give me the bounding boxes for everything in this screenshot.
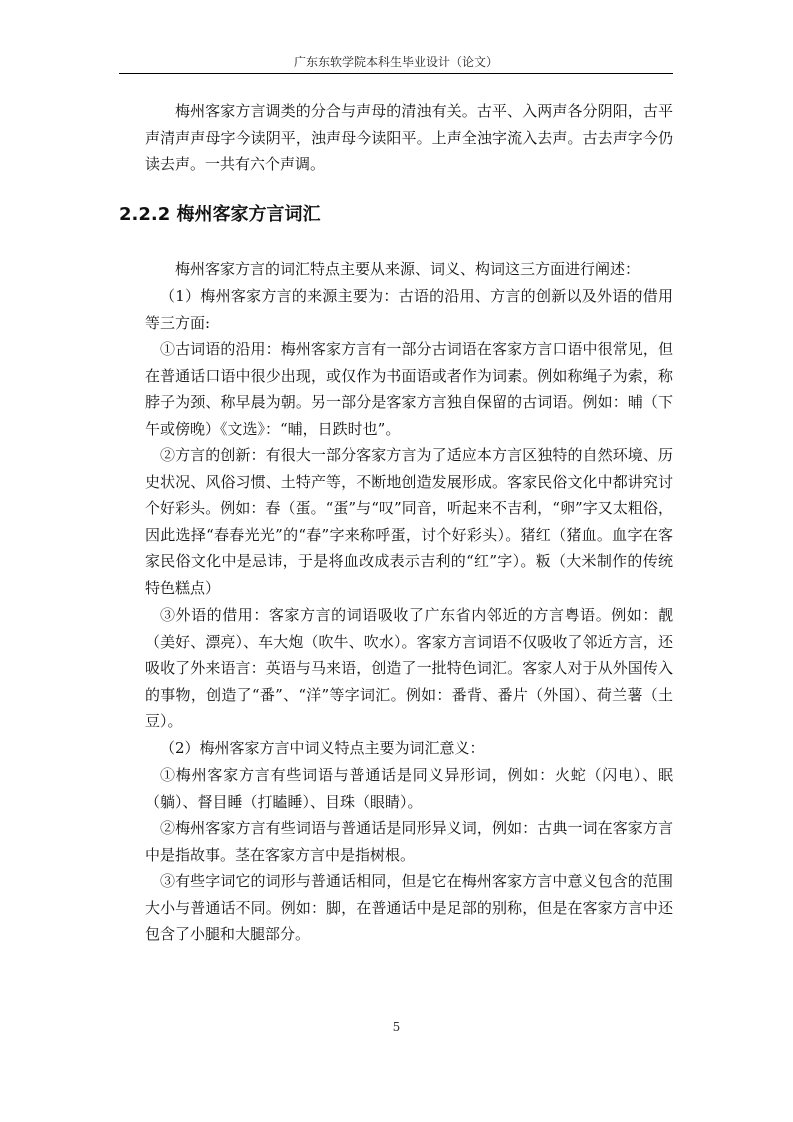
paragraph-ancient-words: ①古词语的沿用：梅州客家方言有一部分古词语在客家方言口语中很常见，但在普通话口语中很少出现，或仅作为书面语或者作为词素。例如称绳子为索，称脖子为颈、称早晨为朝。另一部分是客家方言独自保留的古词语。例如：晡（下午或傍晚）《文选》：“晡，日跌时也”。 xyxy=(145,340,673,438)
paragraph-innovation: ②方言的创新：有很大一部分客家方言为了适应本方言区独特的自然环境、历史状况、风俗习惯、土特产等，不断地创造发展形成。客家民俗文化中都讲究讨个好彩头。例如：春（蛋。“蛋”与“叹”同音，听起来不吉利，“卵”字又太粗俗，因此选择“春春光光”的“春”字来称呼蛋，讨个好彩头）。猪红（猪血。血字在客家民俗文化中是忌讳，于是将血改成表示吉利的“红”字）。粄（大米制作的传统特色糕点） xyxy=(145,446,673,597)
paragraph-intro: 梅州客家方言的词汇特点主要从来源、词义、构词这三方面进行阐述： xyxy=(175,260,641,278)
paragraph-scope: ③有些字词它的词形与普通话相同，但是它在梅州客家方言中意义包含的范围大小与普通话不同。例如：脚，在普通话中是足部的别称，但是在客家方言中还包含了小腿和大腿部分。 xyxy=(145,872,673,944)
paragraph-borrowing: ③外语的借用：客家方言的词语吸收了广东省内邻近的方言粤语。例如：靓（美好、漂亮）、车大炮（吹牛、吹水）。客家方言词语不仅吸收了邻近方言，还吸收了外来语言：英语与马来语，创造了一批特色词汇。客家人对于从外国传入的事物，创造了“番”、“洋”等字词汇。例如：番背、番片（外国）、荷兰薯（土豆）。 xyxy=(145,606,673,731)
header-rule xyxy=(119,73,673,74)
paragraph-source: （1）梅州客家方言的来源主要为：古语的沿用、方言的创新以及外语的借用等三方面: xyxy=(145,287,673,332)
page-number: 5 xyxy=(392,1020,401,1034)
section-heading: 2.2.2 梅州客家方言词汇 xyxy=(119,204,321,225)
paragraph-tones: 梅州客家方言调类的分合与声母的清浊有关。古平、入两声各分阴阳，古平声清声声母字今读阴平，浊声母今读阳平。上声全浊字流入去声。古去声字今仍读去声。一共有六个声调。 xyxy=(145,102,673,174)
paragraph-homonyms: ②梅州客家方言有些词语与普通话是同形异义词，例如：古典一词在客家方言中是指故事。茎在客家方言中是指树根。 xyxy=(145,819,673,864)
running-header: 广东东软学院本科生毕业设计（论文） xyxy=(293,55,498,69)
paragraph-meaning: （2）梅州客家方言中词义特点主要为词汇意义： xyxy=(160,739,485,757)
paragraph-synonyms: ①梅州客家方言有些词语与普通话是同义异形词，例如：火蛇（闪电）、眠（躺）、督目睡（打瞌睡）、目珠（眼睛）。 xyxy=(145,766,673,811)
